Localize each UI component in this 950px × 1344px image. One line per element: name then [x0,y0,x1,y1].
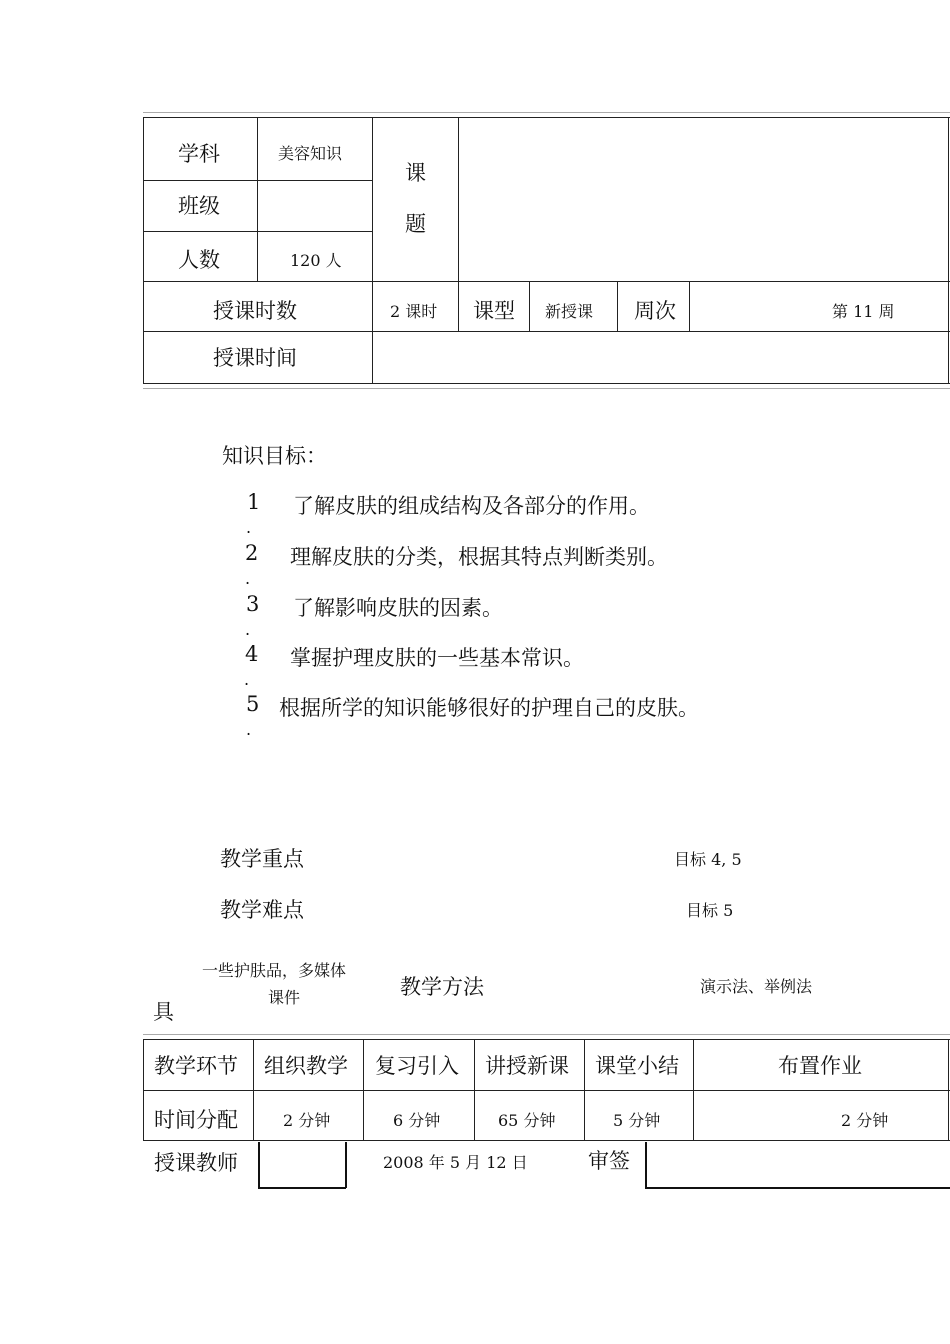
hours-value: 2 课时 [390,302,438,321]
count-label: 人数 [178,248,220,272]
schedule-top-rule [143,1034,950,1035]
teacher-box-bottom [258,1187,346,1189]
type-value: 新授课 [545,302,594,321]
col-divider-5 [617,281,618,331]
objective-dot: . [246,518,252,537]
schedule-top-border [143,1039,950,1040]
schedule-time-cell: 65 分钟 [498,1111,556,1130]
method-value: 演示法、举例法 [700,977,813,996]
tools-line-1: 一些护肤品，多媒体 [202,961,347,980]
class-label: 班级 [178,194,220,218]
schedule-time-cell: 2 分钟 [841,1111,889,1130]
table-bottom-rule [143,388,950,389]
objective-number: 1 [247,490,261,514]
objective-dot: . [245,569,251,588]
schedule-header-cell: 讲授新课 [485,1054,569,1078]
schedule-time-cell: 6 分钟 [393,1111,441,1130]
focus-value: 目标 4, 5 [674,850,742,869]
review-box-bottom [645,1187,950,1189]
review-box-left [645,1142,647,1188]
schedule-header-cell: 组织教学 [264,1054,348,1078]
schedule-col-divider [474,1039,475,1140]
tools-line-2: 课件 [268,988,301,1007]
schedule-header-cell: 布置作业 [778,1054,862,1078]
objective-number: 4 [245,642,259,666]
objective-text: 根据所学的知识能够很好的护理自己的皮肤。 [279,696,699,720]
schedule-col-divider [363,1039,364,1140]
objective-text: 理解皮肤的分类，根据其特点判断类别。 [290,545,668,569]
week-value: 第 11 周 [832,302,895,321]
objective-dot: . [245,620,251,639]
method-label: 教学方法 [400,975,484,999]
table-top-rule [143,112,950,113]
col-divider-6 [689,281,690,331]
schedule-time-label: 时间分配 [154,1108,238,1132]
objective-number: 5 [246,692,260,716]
schedule-header-cell: 课堂小结 [595,1054,679,1078]
col-divider-1 [257,117,258,281]
difficulty-label: 教学难点 [220,898,304,922]
count-value: 120 人 [290,251,342,270]
row-divider-4 [143,331,950,332]
col-divider-2 [372,117,373,384]
objectives-heading: 知识目标： [222,444,327,468]
schedule-right-border [948,1039,949,1140]
schedule-col-divider [253,1039,254,1140]
schedule-header-cell: 复习引入 [375,1054,459,1078]
objective-dot: . [244,670,250,689]
hours-label: 授课时数 [213,299,297,323]
objective-number: 2 [245,541,259,565]
review-label: 审签 [588,1149,630,1173]
objective-dot: . [246,720,252,739]
schedule-time-cell: 5 分钟 [613,1111,661,1130]
subject-label: 学科 [178,142,220,166]
objective-text: 了解影响皮肤的因素。 [293,596,503,620]
difficulty-value: 目标 5 [686,901,734,920]
time-label: 授课时间 [213,346,297,370]
table-bottom-border [143,383,950,384]
subject-value: 美容知识 [278,144,343,163]
col-divider-3 [458,117,459,331]
table-top-border [143,117,950,118]
schedule-left-border [143,1039,144,1140]
teacher-box-right [345,1142,347,1188]
schedule-header-cell: 教学环节 [154,1054,238,1078]
schedule-col-divider [693,1039,694,1140]
schedule-col-divider [584,1039,585,1140]
objective-text: 了解皮肤的组成结构及各部分的作用。 [293,494,650,518]
schedule-row-divider [143,1090,950,1091]
teacher-box-left [258,1142,260,1188]
week-label: 周次 [634,299,676,323]
teacher-label: 授课教师 [154,1151,238,1175]
tools-suffix: 具 [153,1000,174,1024]
focus-label: 教学重点 [220,847,304,871]
objective-number: 3 [246,592,260,616]
topic-label-bottom: 题 [405,212,426,236]
objective-text: 掌握护理皮肤的一些基本常识。 [290,646,584,670]
table-left-border [143,117,144,384]
schedule-bottom-border [143,1140,950,1141]
table-right-border [948,117,949,384]
row-divider-3 [143,281,950,282]
date-value: 2008 年 5 月 12 日 [383,1153,528,1172]
topic-label-top: 课 [405,161,426,185]
type-label: 课型 [473,299,515,323]
schedule-time-cell: 2 分钟 [283,1111,331,1130]
col-divider-4 [529,281,530,331]
